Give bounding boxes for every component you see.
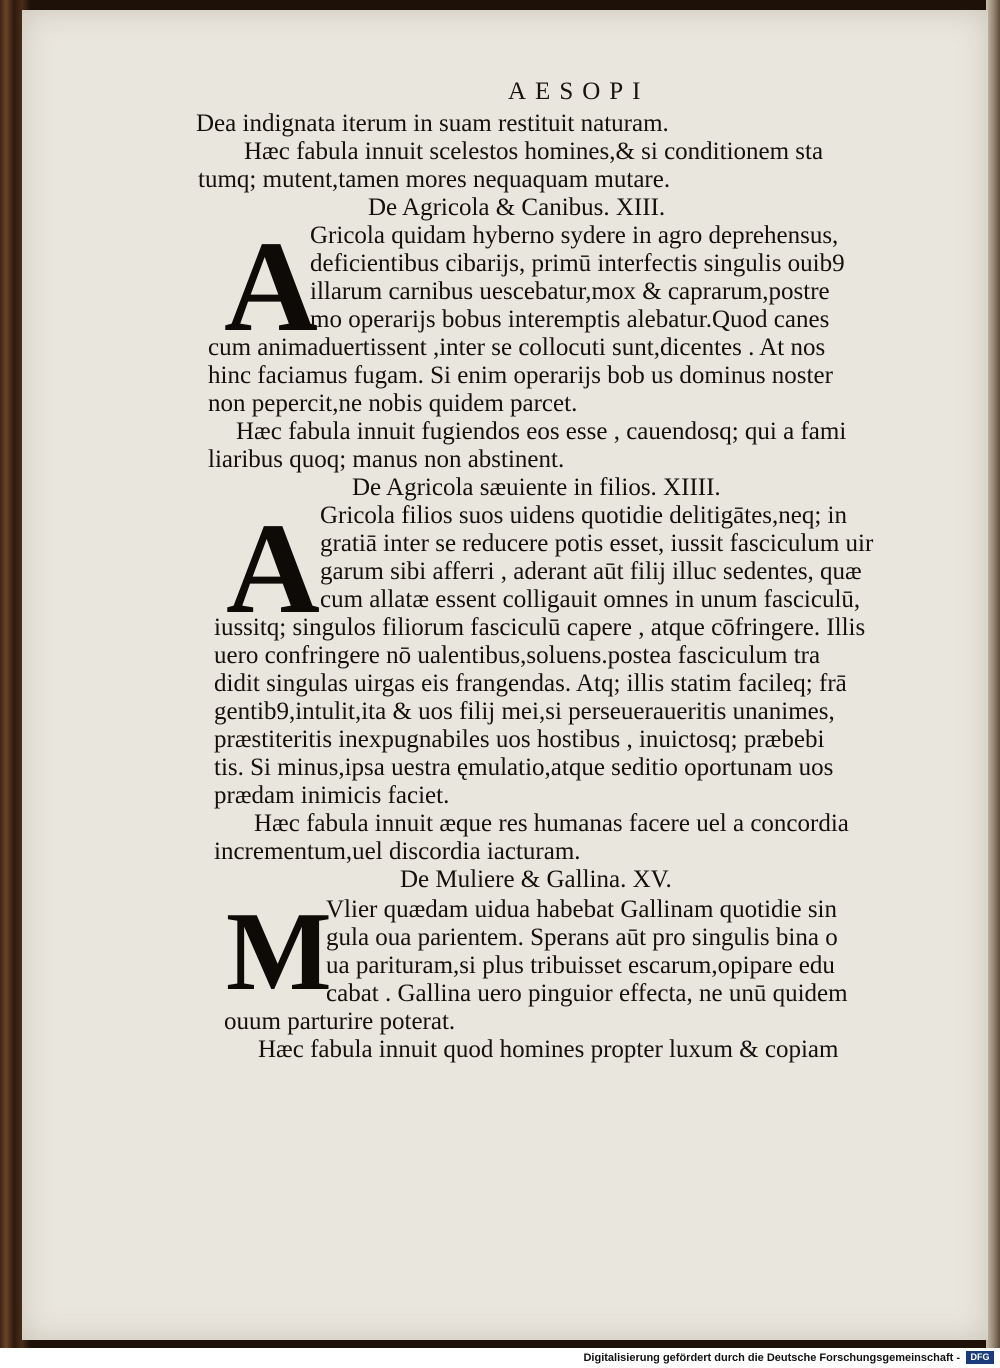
digitization-footer — [0, 1348, 1000, 1368]
running-head: AESOPI — [508, 78, 650, 105]
dropcap-initial: M — [226, 890, 332, 1014]
text-line: Vlier quædam uidua habebat Gallinam quotidie sin — [326, 896, 837, 923]
text-line: hinc faciamus fugam. Si enim operarijs bob us dominus noster — [208, 362, 833, 389]
page-edge — [986, 0, 1000, 1348]
text-line: non pepercit,ne nobis quidem parcet. — [208, 390, 578, 417]
fable-title: De Agricola sæuiente in filios. XIIII. — [352, 474, 721, 501]
text-line: prædam inimicis faciet. — [214, 782, 450, 809]
fable-title: De Agricola & Canibus. XIII. — [368, 194, 666, 221]
text-line: cabat . Gallina uero pinguior effecta, ne unū quidem — [326, 980, 848, 1007]
text-line: Gricola filios suos uidens quotidie delitigātes,neq; in — [320, 502, 848, 529]
text-line: Dea indignata iterum in suam restituit naturam. — [196, 110, 669, 137]
text-line: Hæc fabula innuit fugiendos eos esse , cauendosq; qui a fami — [236, 418, 847, 445]
text-line: tumq; mutent,tamen mores nequaquam mutare. — [198, 166, 671, 193]
text-line: uero confringere nō ualentibus,soluens.postea fasciculum tra — [214, 642, 821, 669]
text-line: ua parituram,si plus tribuisset escarum,opipare edu — [326, 952, 835, 979]
text-line: præstiteritis inexpugnabiles uos hostibus , inuictosq; præbebi — [214, 726, 825, 753]
dropcap-initial: A — [224, 215, 318, 359]
text-line: didit singulas uirgas eis frangendas. Atq; illis statim facileq; frā — [214, 670, 847, 697]
text-line: Hæc fabula innuit quod homines propter luxum & copiam — [258, 1036, 839, 1063]
text-line: Gricola quidam hyberno sydere in agro deprehensus, — [310, 222, 839, 249]
text-line: deficientibus cibarijs, primū interfectis singulis ouib9 — [310, 250, 845, 277]
text-line: gula oua parientem. Sperans aūt pro singulis bina o — [326, 924, 838, 951]
text-line: liaribus quoq; manus non abstinent. — [208, 446, 565, 473]
dropcap-initial: A — [226, 497, 320, 641]
dfg-logo-icon: DFG — [966, 1351, 994, 1364]
text-line: Hæc fabula innuit scelestos homines,& si conditionem sta — [244, 138, 824, 165]
text-line: gratiā inter se reducere potis esset, iussit fasciculum uir — [320, 530, 874, 557]
text-line: garum sibi afferri , aderant aūt filij illuc sedentes, quæ — [320, 558, 862, 585]
text-line: Hæc fabula innuit æque res humanas facere uel a concordia — [254, 810, 849, 837]
text-line: cum allatæ essent colligauit omnes in unum fasciculū, — [320, 586, 861, 613]
fable-title: De Muliere & Gallina. XV. — [400, 866, 672, 893]
text-line: tis. Si minus,ipsa uestra ęmulatio,atque seditio oportunam uos — [214, 754, 834, 781]
funding-credit: Digitalisierung gefördert durch die Deutsche Forschungsgemeinschaft - — [583, 1352, 960, 1364]
text-line: gentib9,intulit,ita & uos filij mei,si perseueraueritis unanimes, — [214, 698, 835, 725]
text-line: incrementum,uel discordia iacturam. — [214, 838, 581, 865]
text-line: mo operarijs bobus interemptis alebatur.Quod canes — [310, 306, 830, 333]
text-line: illarum carnibus uescebatur,mox & caprarum,postre — [310, 278, 830, 305]
text-line: ouum parturire poterat. — [224, 1008, 456, 1035]
text-line: cum animaduertissent ,inter se collocuti sunt,dicentes . At nos — [208, 334, 826, 361]
text-line: iussitq; singulos filiorum fasciculū capere , atque cōfringere. Illis — [214, 614, 866, 641]
